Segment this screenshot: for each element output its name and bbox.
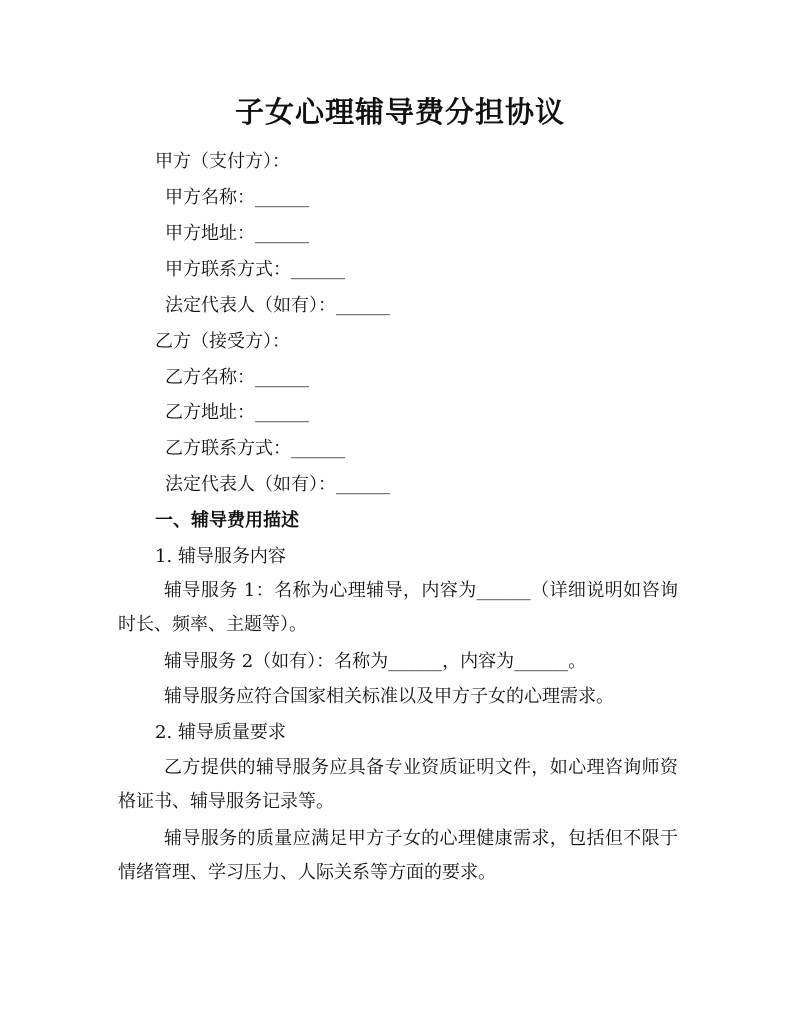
service-standard-paragraph: 辅导服务应符合国家相关标准以及甲方子女的心理需求。 xyxy=(164,686,614,707)
party-a-header: 甲方（支付方）： xyxy=(155,151,290,172)
party-a-contact: 甲方联系方式：______ xyxy=(165,259,345,280)
party-b-legal-rep: 法定代表人（如有）：______ xyxy=(165,474,390,495)
subsection-1-heading: 1. 辅导服务内容 xyxy=(155,546,286,567)
qualification-paragraph: 乙方提供的辅导服务应具备专业资质证明文件，如心理咨询师资格证书、辅导服务记录等。 xyxy=(118,757,678,812)
service-2-paragraph: 辅导服务 2（如有）：名称为______，内容为______。 xyxy=(164,651,587,672)
party-a-name: 甲方名称：______ xyxy=(165,187,309,208)
party-b-name: 乙方名称：______ xyxy=(165,367,309,388)
quality-paragraph: 辅导服务的质量应满足甲方子女的心理健康需求，包括但不限于情绪管理、学习压力、人际关系等方面的要求。 xyxy=(118,828,678,883)
section-1-heading: 一、辅导费用描述 xyxy=(155,510,299,531)
party-b-contact: 乙方联系方式：______ xyxy=(165,438,345,459)
party-b-header: 乙方（接受方）： xyxy=(155,331,290,352)
party-a-address: 甲方地址：______ xyxy=(165,223,309,244)
service-1-paragraph: 辅导服务 1：名称为心理辅导，内容为______（详细说明如咨询时长、频率、主题等）。 xyxy=(118,580,678,635)
party-a-legal-rep: 法定代表人（如有）：______ xyxy=(165,295,390,316)
party-b-address: 乙方地址：______ xyxy=(165,402,309,423)
document-title: 子女心理辅导费分担协议 xyxy=(234,95,565,129)
subsection-2-heading: 2. 辅导质量要求 xyxy=(155,722,286,743)
